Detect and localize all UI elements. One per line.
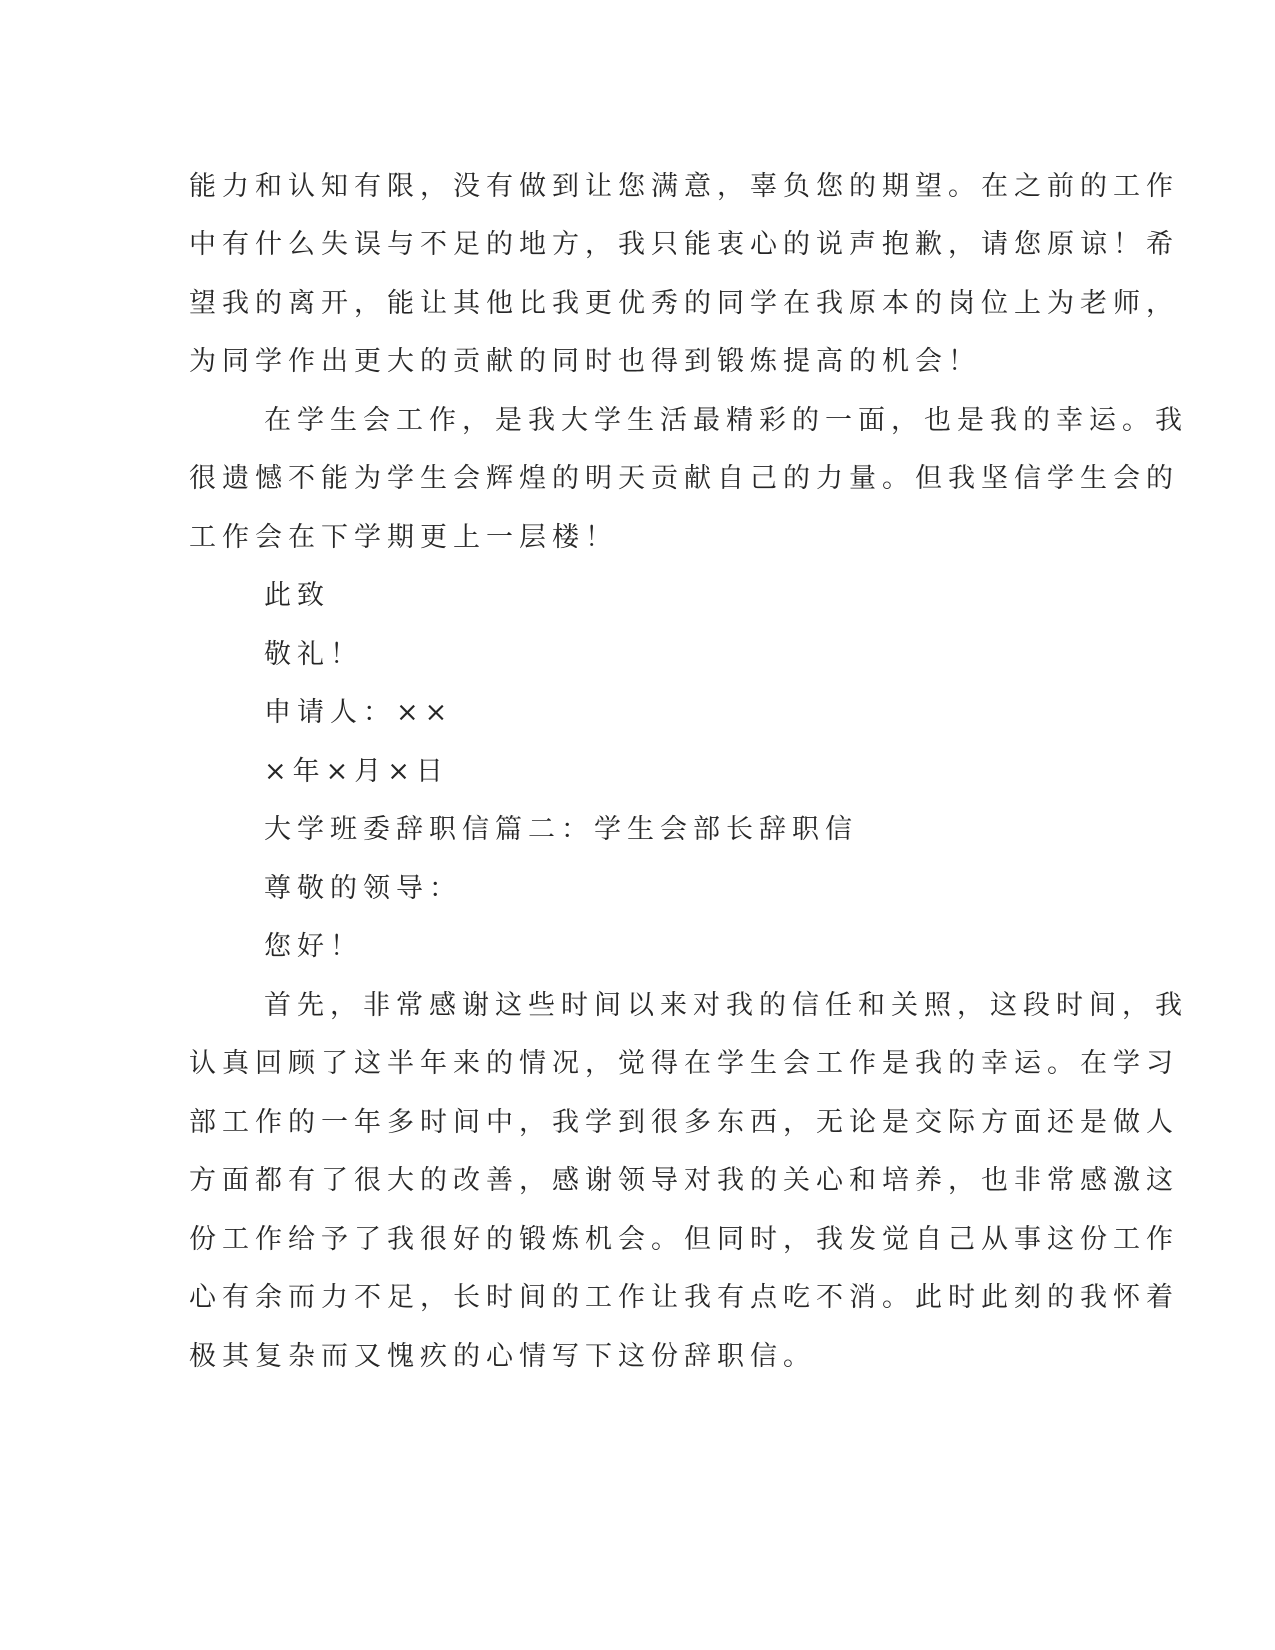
closing-line: 敬礼！ — [264, 639, 363, 670]
text-line: 部工作的一年多时间中，我学到很多东西，无论是交际方面还是做人 — [189, 1107, 1179, 1138]
text-line: 能力和认知有限，没有做到让您满意，辜负您的期望。在之前的工作 — [189, 171, 1179, 202]
text-line: 工作会在下学期更上一层楼！ — [189, 522, 618, 553]
date-line: ×年×月×日 — [264, 756, 449, 787]
salutation-line: 尊敬的领导： — [264, 873, 462, 904]
text-line: 心有余而力不足，长时间的工作让我有点吃不消。此时此刻的我怀着 — [189, 1282, 1179, 1313]
text-line: 方面都有了很大的改善，感谢领导对我的关心和培养，也非常感激这 — [189, 1165, 1179, 1196]
text-line: 在学生会工作，是我大学生活最精彩的一面，也是我的幸运。我 — [264, 405, 1188, 436]
text-line: 为同学作出更大的贡献的同时也得到锻炼提高的机会！ — [189, 346, 981, 377]
text-line: 首先，非常感谢这些时间以来对我的信任和关照，这段时间，我 — [264, 990, 1188, 1021]
text-line: 中有什么失误与不足的地方，我只能衷心的说声抱歉，请您原谅！希 — [189, 229, 1179, 260]
text-line: 很遗憾不能为学生会辉煌的明天贡献自己的力量。但我坚信学生会的 — [189, 463, 1179, 494]
signature-line: 申请人：×× — [264, 697, 454, 728]
closing-line: 此致 — [264, 580, 330, 611]
text-line: 认真回顾了这半年来的情况，觉得在学生会工作是我的幸运。在学习 — [189, 1048, 1179, 1079]
text-line: 望我的离开，能让其他比我更优秀的同学在我原本的岗位上为老师， — [189, 288, 1179, 319]
text-line: 份工作给予了我很好的锻炼机会。但同时，我发觉自己从事这份工作 — [189, 1224, 1179, 1255]
greeting-line: 您好！ — [264, 931, 363, 962]
section-heading: 大学班委辞职信篇二：学生会部长辞职信 — [264, 814, 858, 845]
text-line: 极其复杂而又愧疚的心情写下这份辞职信。 — [189, 1341, 816, 1372]
